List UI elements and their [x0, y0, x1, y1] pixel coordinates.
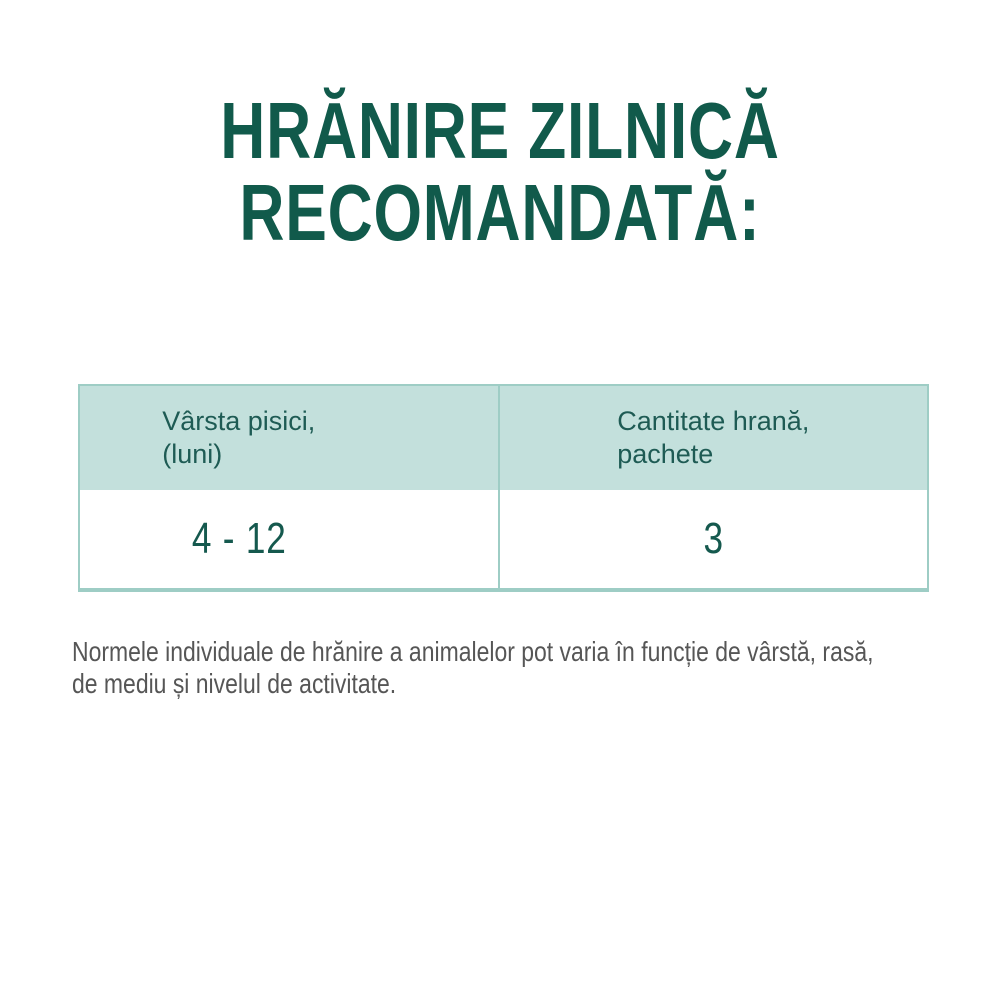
feeding-disclaimer-line-1: Normele individuale de hrănire a animalelor pot varia în funcție de vârstă, rasă, [72, 636, 874, 667]
table-cell-age-range [80, 490, 498, 588]
page-title-line-1: HRĂNIRE ZILNICĂ [220, 85, 780, 175]
table-header-food-amount-text [617, 405, 809, 471]
age-range-value: 4 - 12 [191, 514, 287, 563]
feeding-table [78, 384, 929, 592]
feeding-disclaimer-line-2: de mediu și nivelul de activitate. [72, 668, 397, 699]
table-cell-food-amount [498, 490, 927, 588]
feeding-disclaimer [72, 636, 1000, 700]
page-title-line-2: RECOMANDATĂ: [239, 167, 761, 257]
food-amount-value: 3 [703, 514, 724, 563]
table-header-cat-age-text [162, 405, 315, 471]
table-header-food-amount-line-2: pachete [617, 439, 714, 469]
page-title [0, 85, 1000, 257]
table-header-cat-age [80, 386, 498, 490]
table-header-food-amount-line-1: Cantitate hrană, [617, 406, 810, 436]
table-header-food-amount [498, 386, 927, 490]
table-header-cat-age-line-1: Vârsta pisici, [162, 406, 316, 436]
table-header-cat-age-line-2: (luni) [162, 439, 223, 469]
